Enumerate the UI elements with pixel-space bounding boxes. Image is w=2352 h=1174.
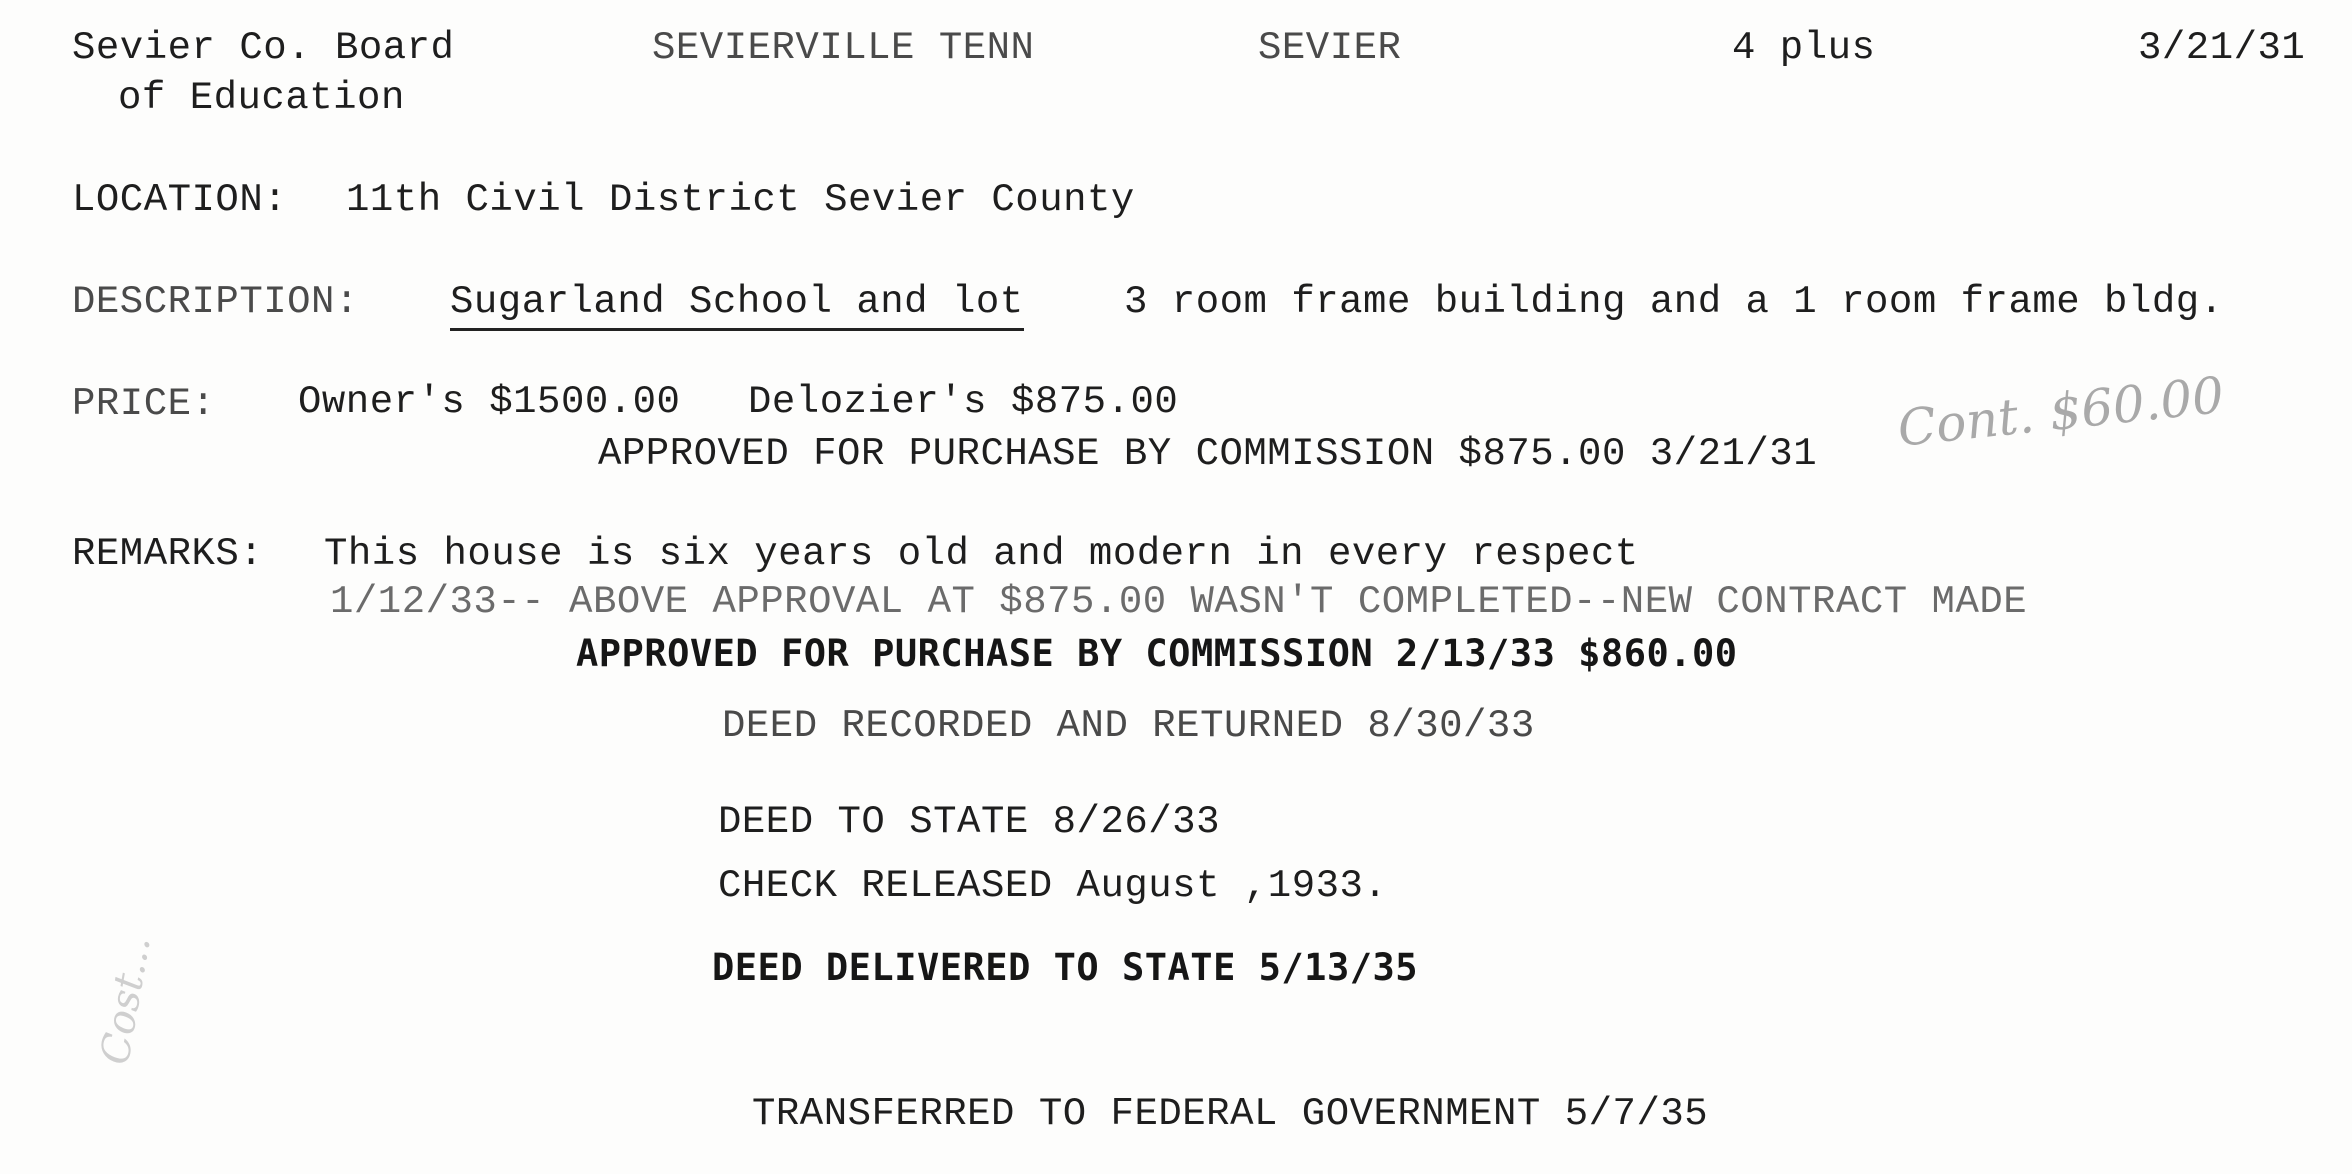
description-label: DESCRIPTION: (72, 280, 359, 324)
location-label: LOCATION: (72, 178, 288, 222)
price-label: PRICE: (72, 382, 216, 426)
deed-delivered: DEED DELIVERED TO STATE 5/13/35 (712, 946, 1419, 989)
description-property: Sugarland School and lot (450, 278, 1024, 331)
deed-to-state: DEED TO STATE 8/26/33 (718, 800, 1220, 844)
county: SEVIER (1258, 26, 1402, 70)
owner-name-line1: Sevier Co. Board (72, 26, 455, 70)
owner-name-line2: of Education (118, 76, 405, 120)
header-date: 3/21/31 (2138, 26, 2306, 70)
price-owner: Owner's $1500.00 (298, 380, 681, 424)
remarks-approval: APPROVED FOR PURCHASE BY COMMISSION 2/13/33 $860.00 (576, 632, 1738, 675)
remarks-line1: This house is six years old and modern in every respect (324, 532, 1639, 576)
description-details: 3 room frame building and a 1 room frame bldg. (1124, 280, 2224, 324)
remarks-line2: 1/12/33-- ABOVE APPROVAL AT $875.00 WASN'T COMPLETED--NEW CONTRACT MADE (330, 580, 2028, 624)
city: SEVIERVILLE TENN (652, 26, 1035, 70)
deed-recorded: DEED RECORDED AND RETURNED 8/30/33 (722, 704, 1535, 748)
acreage: 4 plus (1732, 26, 1876, 70)
pencil-margin-note: Cost... (92, 932, 160, 1068)
price-approval: APPROVED FOR PURCHASE BY COMMISSION $875.00 3/21/31 (598, 432, 1818, 476)
remarks-label: REMARKS: (72, 532, 264, 576)
handwritten-contract-note: Cont. $60.00 (1894, 365, 2227, 458)
location-value: 11th Civil District Sevier County (346, 178, 1135, 222)
price-delozier: Delozier's $875.00 (748, 380, 1179, 424)
transferred-federal: TRANSFERRED TO FEDERAL GOVERNMENT 5/7/35 (752, 1092, 1709, 1136)
check-released: CHECK RELEASED August ,1933. (718, 864, 1388, 908)
